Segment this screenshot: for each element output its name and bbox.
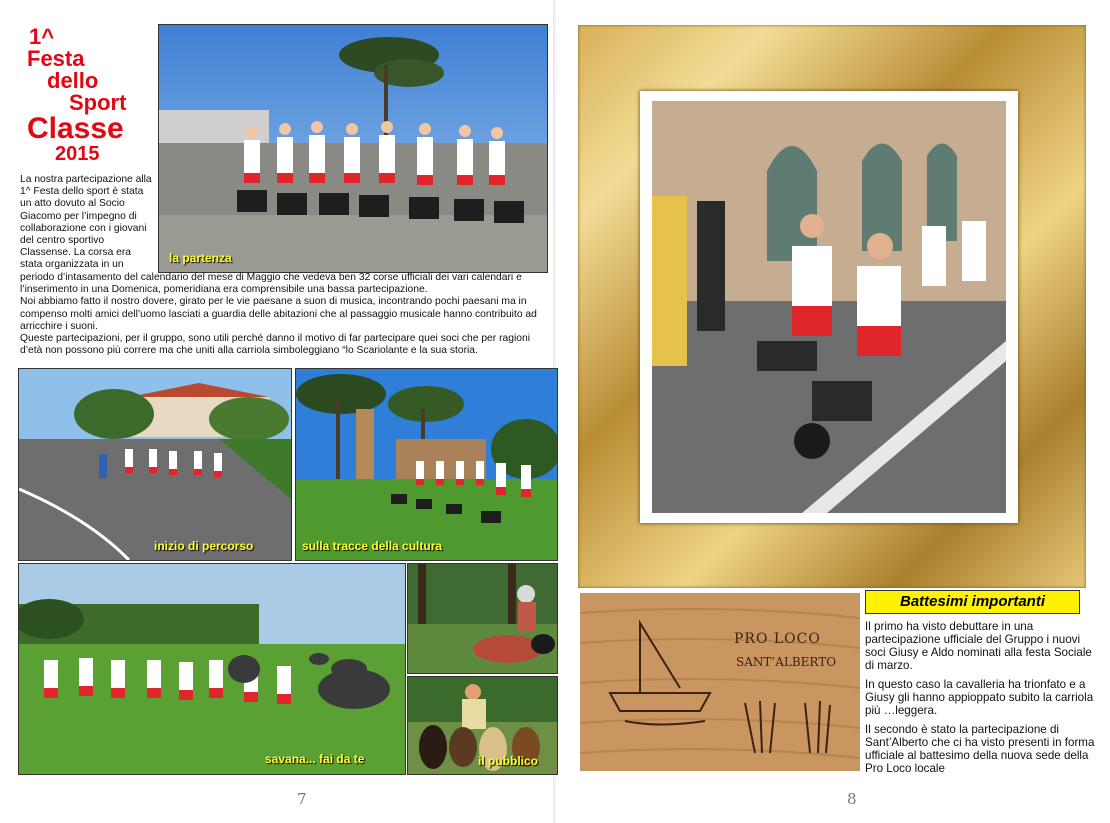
photo-route bbox=[18, 368, 292, 561]
paragraph-3: Queste partecipazioni, per il gruppo, sono utili perché danno il motivo di far partecipare quei soci che per ragioni d’età non possono più correre ma che uniti alla carriola simboleggiano “lo Scariolante e la sua storia. bbox=[20, 333, 530, 357]
caption-savana: savana... fai da te bbox=[265, 752, 365, 766]
photo-savana bbox=[18, 563, 406, 775]
paragraph: Il secondo è stato la partecipazione di Sant’Alberto che ci ha visto presenti in forma ufficiale al battesimo della nuova sede della Pro Loco locale bbox=[865, 723, 1095, 775]
title-line: 2015 bbox=[55, 143, 100, 165]
paragraph-2: Noi abbiamo fatto il nostro dovere, girato per le vie paesane a suon di musica, incontrando pochi paesani ma in compenso molti amici dell’uomo lasciati a guardia delle abitazioni che al passaggio musicale hanno contribuito ad arricchire i suoni. bbox=[20, 296, 537, 332]
caption-public: il pubblico bbox=[478, 754, 538, 768]
title-line: 1^ bbox=[29, 24, 55, 49]
wood-texture bbox=[580, 593, 860, 771]
caption-culture: sulla tracce della cultura bbox=[302, 539, 443, 553]
title-line: Festa bbox=[27, 46, 85, 71]
framed-photo-image bbox=[652, 101, 1006, 513]
photo-savana-image bbox=[19, 564, 405, 774]
page-number-right: 8 bbox=[847, 790, 857, 808]
paragraph: In questo caso la cavalleria ha trionfato e a Giusy gli hanno appioppato subito la carriola più …leggera. bbox=[865, 678, 1094, 717]
photo-start bbox=[158, 24, 548, 273]
photo-culture-image bbox=[296, 369, 557, 560]
photo-public bbox=[407, 676, 558, 775]
sign-text-line2: SANT’ALBERTO bbox=[736, 655, 837, 669]
right-body-text bbox=[865, 620, 1097, 781]
section-heading: Battesimi importanti bbox=[865, 590, 1080, 614]
sign-text-line1: PRO LOCO bbox=[734, 631, 821, 647]
title-line: dello bbox=[47, 68, 99, 93]
page-number-left: 7 bbox=[297, 790, 307, 808]
frame-mat bbox=[640, 91, 1018, 523]
photo-reader bbox=[407, 563, 558, 674]
intro-text: La nostra partecipazione alla 1^ Festa dello sport è stata un atto dovuto al Socio Giacomo per l’impegno di collaborazione con i giovani del centro sportivo Classense. La corsa era stata organizzata in un bbox=[20, 174, 152, 271]
gilded-frame bbox=[578, 25, 1086, 588]
body-text bbox=[20, 272, 550, 357]
page-title bbox=[25, 26, 160, 164]
caption-route: inizio di percorso bbox=[154, 539, 254, 553]
photo-start-image bbox=[159, 25, 547, 272]
caption-start: la partenza bbox=[169, 251, 232, 265]
photo-culture bbox=[295, 368, 558, 561]
photo-route-image bbox=[19, 369, 291, 560]
intro-continued: periodo d’intasamento del calendario del mese di Maggio che vedeva ben 32 corse ufficiali dei vari calendari e l’inserimento in una Domenica, pomeridiana era comprensibile una bassa partecipazione. bbox=[20, 272, 522, 296]
photo-reader-image bbox=[408, 564, 557, 673]
title-line: Sport bbox=[69, 90, 127, 115]
framed-photo bbox=[652, 101, 1006, 513]
title-line: Classe bbox=[27, 112, 124, 145]
paragraph: Il primo ha visto debuttare in una partecipazione ufficiale del Gruppo i nuovi soci Giusy e Aldo nominati alla festa Sociale di marzo. bbox=[865, 620, 1092, 672]
pro-loco-sign bbox=[580, 593, 860, 771]
